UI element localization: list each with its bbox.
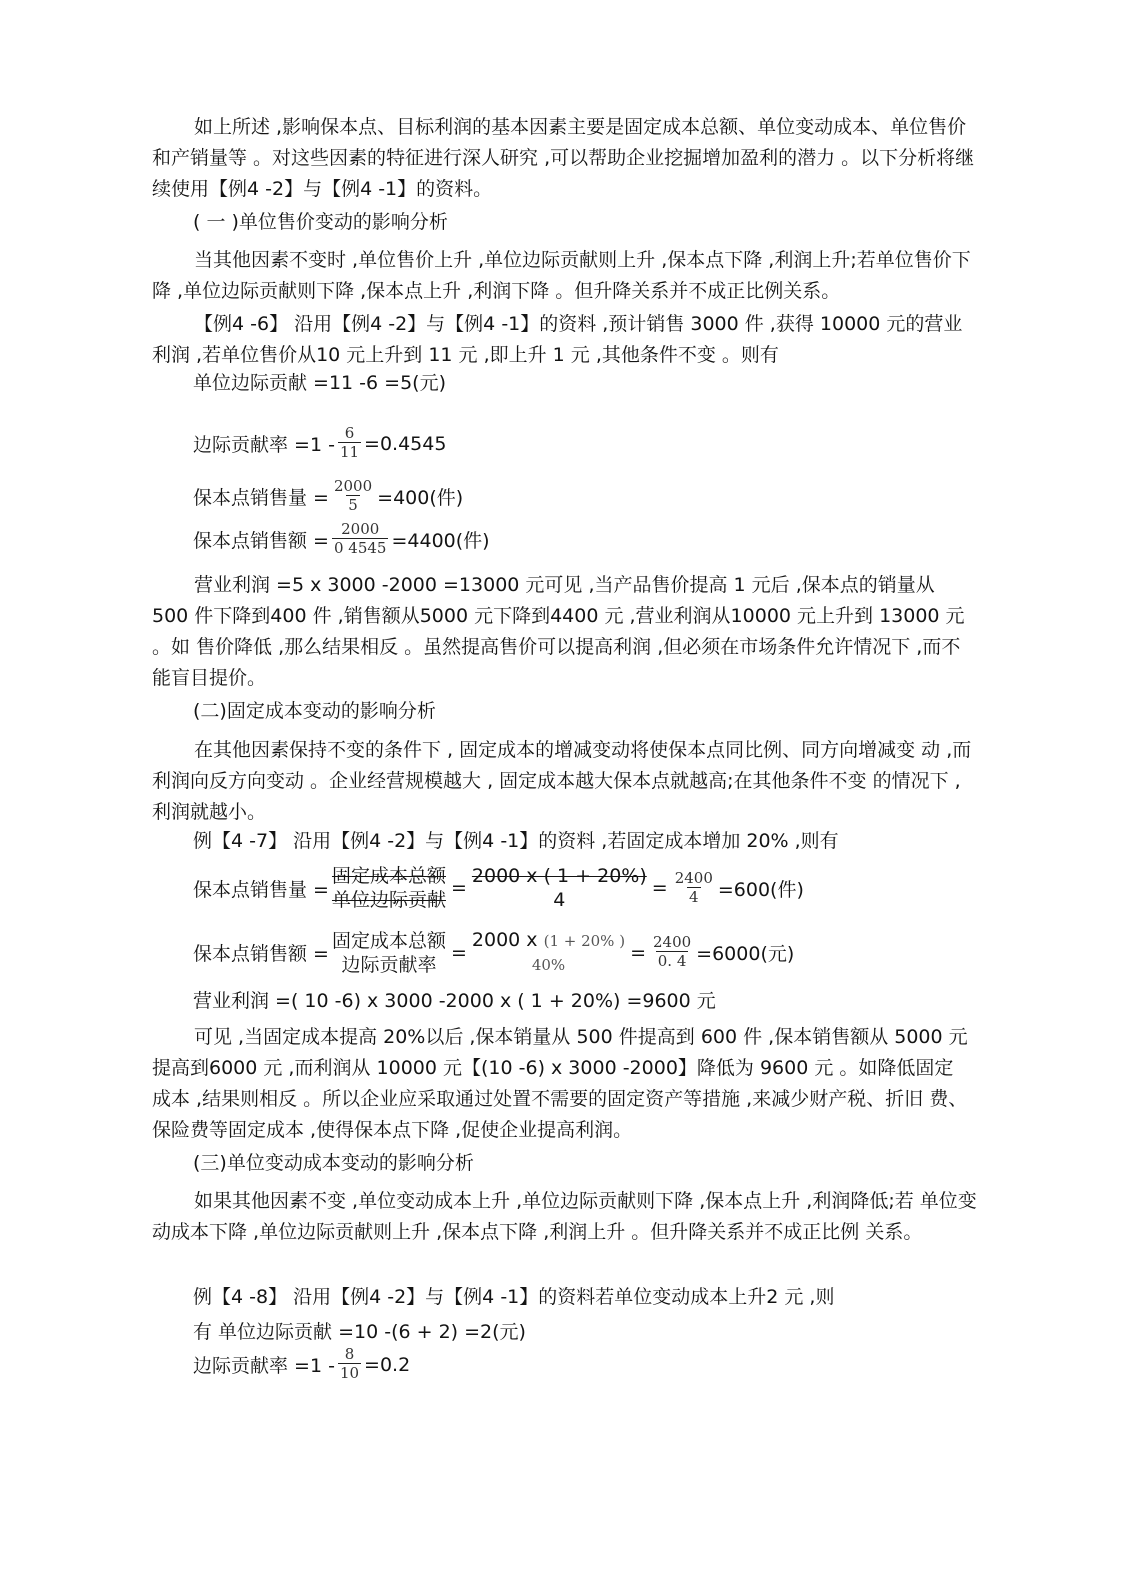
paragraph-price-conclusion: 营业利润 =5 x 3000 -2000 =13000 元可见 ,当产品售价提高 1 元后 ,保本点的销量从 500 件下降到400 件 ,销售额从5000 元下降到4400 元 ,营业利润从10000 元上升到 13000 元 。如 售价降低 ,那么结果相反 。虽然提高售价可以提高利润 ,但必须在市场条件允许情况下 ,而不 能盲目提价。 [152, 574, 965, 689]
formula-breakeven-volume-2 [193, 864, 804, 912]
fraction-denominator: 0. 4 [657, 952, 687, 970]
fraction-numerator: 2400 [652, 933, 692, 951]
formula-result: =6000(元) [696, 943, 795, 965]
formula-unit-contribution: 单位边际贡献 =11 -6 =5(元) [193, 372, 446, 394]
paragraph-example-4-6: 【例4 -6】 沿用【例4 -2】与【例4 -1】的资料 ,预计销售 3000 件 ,获得 10000 元的营业利润 ,若单位售价从10 元上升到 11 元 ,即上升 1 元 ,其他条件不变 。则有 [152, 313, 963, 366]
paragraph-example-4-7: 例【4 -7】 沿用【例4 -2】与【例4 -1】的资料 ,若固定成本增加 20% ,则有 [193, 830, 839, 852]
heading-price-change: ( 一 )单位售价变动的影响分析 [193, 211, 448, 233]
fraction-denominator: 边际贡献率 [341, 953, 437, 976]
fraction-denominator: 4 [553, 889, 566, 911]
fraction-numerator: 2000 x ( 1 + 20%) [471, 865, 647, 887]
fraction [651, 934, 693, 971]
formula-contribution-rate-2 [193, 1346, 410, 1383]
formula-result: =0.2 [364, 1353, 411, 1376]
paragraph-fixed-cost-change: 在其他因素保持不变的条件下 , 固定成本的增减变动将使保本点同比例、同方向增减变 动 ,而利润向反方向变动 。企业经营规模越大 , 固定成本越大保本点就越高;在其他条件不变 的情况下 ,利润就越小。 [152, 739, 972, 823]
formula-breakeven-volume [193, 478, 463, 515]
fraction [338, 1346, 361, 1383]
equals-sign: = [630, 941, 646, 964]
fraction-numerator: 2000 [341, 520, 380, 538]
fraction-numerator: 2000 [333, 477, 373, 495]
paragraph-intro: 如上所述 ,影响保本点、目标利润的基本因素主要是固定成本总额、单位变动成本、单位售价和产销量等 。对这些因素的特征进行深人研究 ,可以帮助企业挖掘增加盈利的潜力 。以下分析将继续使用【例4 -2】与【例4 -1】的资料。 [152, 116, 975, 200]
formula-contribution-rate [193, 425, 446, 462]
paragraph-price-change: 当其他因素不变时 ,单位售价上升 ,单位边际贡献则上升 ,保本点下降 ,利润上升;若单位售价下降 ,单位边际贡献则下降 ,保本点上升 ,利润下降 。但升降关系并不成正比例关系。 [152, 249, 971, 302]
formula-breakeven-amount-2 [193, 928, 794, 977]
equals-sign: = [450, 941, 467, 964]
fraction-denominator: 40% [531, 956, 566, 974]
fraction [673, 870, 715, 907]
formula-label: 边际贡献率 =1 - [193, 434, 335, 456]
formula-label: 边际贡献率 =1 - [193, 1355, 335, 1377]
fraction-numerator [472, 928, 625, 953]
formula-label: 保本点销售量 = [193, 878, 329, 901]
text-fraction [332, 864, 446, 912]
fraction-denominator: 单位边际贡献 [331, 889, 446, 911]
fraction-denominator: 11 [339, 443, 360, 461]
fraction [332, 478, 374, 515]
formula-label: 保本点销售量 = [193, 487, 329, 509]
text-fraction [472, 928, 625, 977]
fraction [338, 425, 361, 462]
fraction-denominator: 0 4545 [333, 539, 387, 557]
paragraph-variable-cost-change: 如果其他因素不变 ,单位变动成本上升 ,单位边际贡献则下降 ,保本点上升 ,利润降低;若 单位变动成本下降 ,单位边际贡献则上升 ,保本点下降 ,利润上升 。但升降关系并不成正比例 关系。 [152, 1190, 977, 1243]
fraction-numerator: 固定成本总额 [331, 865, 446, 887]
formula-label: 保本点销售额 = [193, 943, 329, 965]
formula-result: =600(件) [717, 878, 804, 901]
formula-breakeven-amount [193, 521, 490, 558]
fraction-numerator: 固定成本总额 [331, 929, 446, 952]
equals-sign: = [450, 877, 467, 899]
formula-result: =0.4545 [364, 432, 447, 455]
text-fraction [472, 864, 647, 912]
numerator-part: 2000 x [471, 929, 538, 951]
formula-result: =4400(件) [391, 530, 490, 552]
formula-result: =400(件) [377, 487, 464, 509]
fraction-numerator: 2400 [674, 868, 713, 887]
formula-operating-profit: 营业利润 =( 10 -6) x 3000 -2000 x ( 1 + 20%) =9600 元 [193, 990, 716, 1012]
fraction-numerator: 8 [344, 1345, 355, 1363]
fraction-denominator: 5 [348, 496, 358, 514]
paragraph-fixed-cost-conclusion: 可见 ,当固定成本提高 20%以后 ,保本销量从 500 件提高到 600 件 ,保本销售额从 5000 元提高到6000 元 ,而利润从 10000 元【(10 -6) x 3000 -2000】降低为 9600 元 。如降低固定 成本 ,结果则相反 。所以企业应采取通过处置不需要的固定资产等措施 ,来减少财产税、折旧 费、保险费等固定成本 ,使得保本点下降 ,促使企业提高利润。 [152, 1026, 968, 1141]
formula-label: 保本点销售额 = [193, 530, 329, 552]
formula-unit-contribution-2: 有 单位边际贡献 =10 -(6 + 2) =2(元) [193, 1321, 526, 1343]
fraction-denominator: 4 [689, 887, 699, 906]
fraction-numerator: 6 [344, 424, 355, 442]
fraction-denominator: 10 [339, 1364, 360, 1382]
fraction [332, 521, 389, 558]
heading-variable-cost-change: (三)单位变动成本变动的影响分析 [193, 1152, 474, 1174]
text-fraction [332, 929, 446, 977]
paragraph-example-4-8: 例【4 -8】 沿用【例4 -2】与【例4 -1】的资料若单位变动成本上升2 元 ,则 [193, 1286, 835, 1308]
numerator-part: (1 + 20% ) [543, 932, 626, 950]
heading-fixed-cost-change: (二)固定成本变动的影响分析 [193, 700, 436, 722]
equals-sign: = [651, 877, 668, 899]
